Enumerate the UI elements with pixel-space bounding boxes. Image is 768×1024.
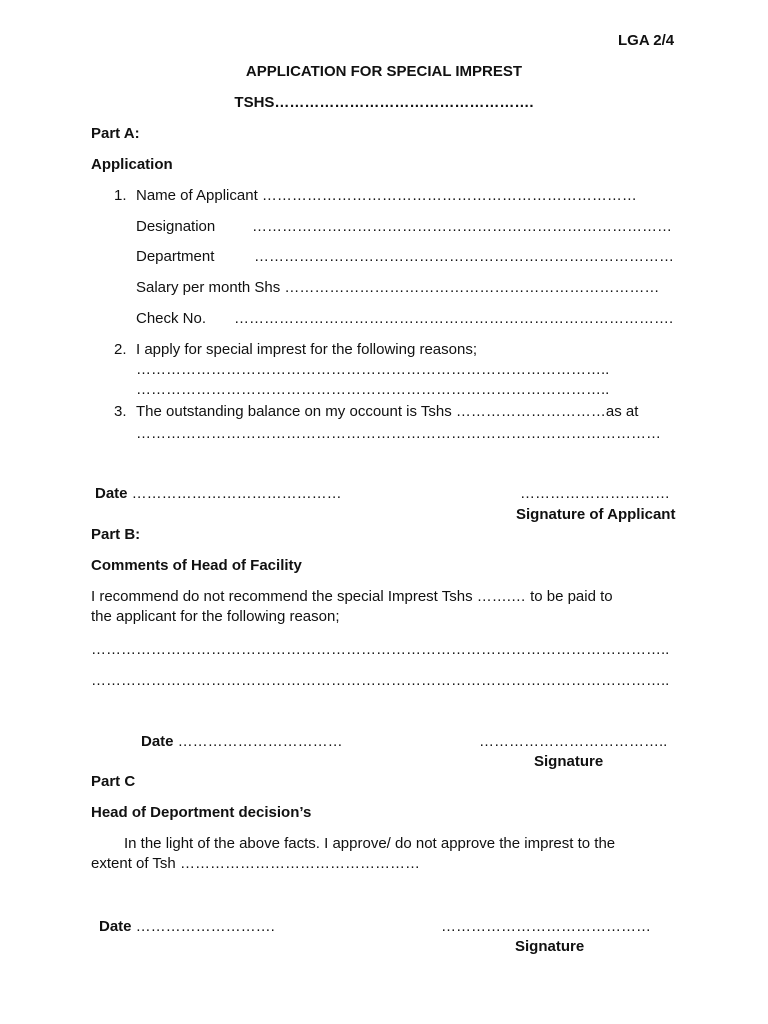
- designation-label: Designation: [136, 218, 216, 235]
- part-b-date-field: [141, 733, 343, 751]
- part-a-heading: Part A:: [91, 125, 140, 142]
- decision-text-line-1: In the light of the above facts. I approve/ do not approve the imprest to the: [124, 835, 616, 852]
- date-dots: ……………………………………: [127, 485, 342, 502]
- outstanding-balance-field: ……………………………………………………………………………………………: [136, 425, 661, 442]
- part-b-subheading: Comments of Head of Facility: [91, 557, 302, 574]
- department-field: …………………………………………………………………………: [254, 248, 674, 265]
- reasons-text: I apply for special imprest for the following reasons;: [136, 341, 477, 358]
- salary-field: Salary per month Shs …………………………………………………………………: [136, 279, 660, 296]
- item-2-number: 2.: [114, 341, 127, 358]
- date-label: Date: [99, 918, 132, 935]
- signature-of-applicant-label: Signature of Applicant: [516, 506, 676, 523]
- form-code: LGA 2/4: [618, 32, 675, 49]
- part-c-date-field: [99, 918, 275, 936]
- check-no-field: …………………………………………………………………………….: [234, 310, 674, 327]
- decision-text-line-2: extent of Tsh …………………………………………: [91, 855, 420, 872]
- date-dots: ……………………………: [173, 733, 343, 750]
- reasons-field-2: …………………………………………………………………………………..: [136, 381, 610, 398]
- name-of-applicant-field: Name of Applicant …………………………………………………………………: [136, 187, 637, 204]
- form-title: APPLICATION FOR SPECIAL IMPREST: [245, 63, 523, 80]
- item-3-number: 3.: [114, 403, 127, 420]
- outstanding-balance-text: The outstanding balance on my occount is Tshs …………………………as at: [136, 403, 639, 420]
- designation-field: …………………………………………………………………………: [252, 218, 672, 235]
- part-b-heading: Part B:: [91, 526, 141, 543]
- reason-field-1: ……………………………………………………………………………………………………..: [91, 641, 670, 658]
- item-1-number: 1.: [114, 187, 127, 204]
- tshs-amount-line: TSHS…………………………………………….: [234, 94, 534, 111]
- reason-field-2: ……………………………………………………………………………………………………..: [91, 672, 670, 689]
- head-of-department-signature-line: ……………………………………: [441, 918, 651, 935]
- recommend-text-line-2: the applicant for the following reason;: [91, 608, 340, 625]
- check-no-label: Check No.: [136, 310, 207, 327]
- part-c-signature-label: Signature: [515, 938, 585, 955]
- applicant-signature-line: …………………………: [520, 485, 670, 502]
- date-dots: ……………………….: [131, 918, 275, 935]
- date-label: Date: [95, 485, 128, 502]
- department-label: Department: [136, 248, 215, 265]
- part-c-heading: Part C: [91, 773, 136, 790]
- part-c-subheading: Head of Deportment decision’s: [91, 804, 312, 821]
- date-label: Date: [141, 733, 174, 750]
- part-b-signature-label: Signature: [534, 753, 604, 770]
- part-a-subheading: Application: [91, 156, 173, 173]
- part-a-date-field: [95, 485, 342, 503]
- head-of-facility-signature-line: ………………………………..: [479, 733, 668, 750]
- recommend-text-line-1: I recommend do not recommend the special Imprest Tshs …….… to be paid to: [91, 588, 613, 605]
- reasons-field-1: …………………………………………………………………………………..: [136, 361, 610, 378]
